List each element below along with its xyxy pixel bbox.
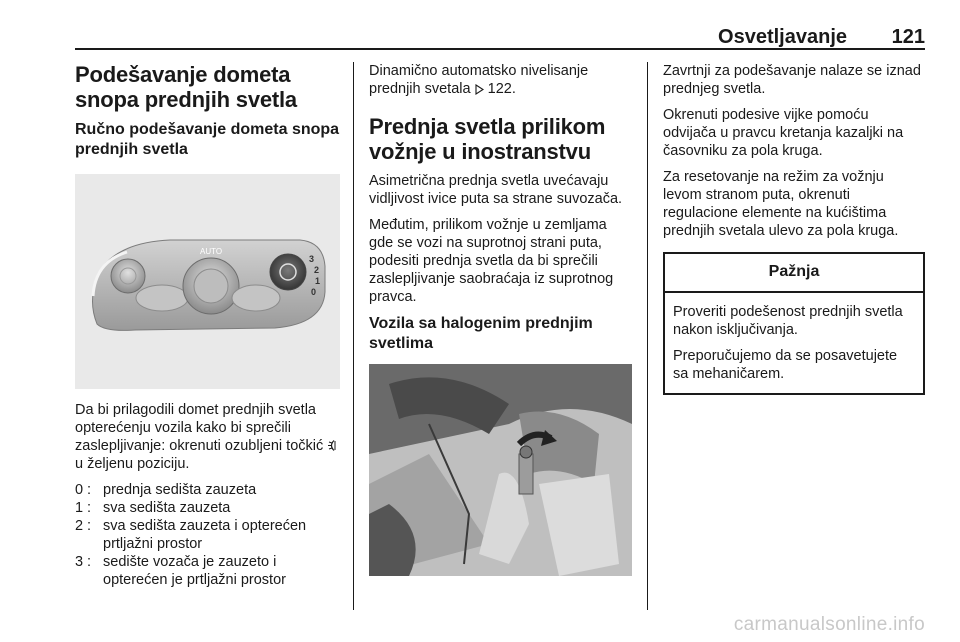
list-item: 1 : sva sedišta zauzeta [75,500,231,516]
reset-paragraph: Za resetovanje na režim za vožnju levom stranom puta, okrenuti regulacione elemente na kućištima prednjih svetala ulevo za pola kruga. [663,169,899,239]
headlamp-adjuster-photo-icon [369,364,632,576]
notice-body [665,293,923,393]
page-header [75,18,925,50]
headlight-range-control-panel-icon [75,174,340,389]
section-title-abroad: Prednja svetla prilikom vožnje u inostranstvu [369,114,606,164]
column-divider-2 [647,62,648,610]
intro-paragraph [369,62,632,98]
scale-label-2: 2 [314,265,320,275]
list-item: 0 : prednja sedišta zauzeta [75,482,257,498]
list-item-text: sva sedišta zauzeta [103,500,231,516]
column-1 [75,62,340,589]
column-3 [663,62,925,395]
scale-label-1: 1 [315,276,321,286]
header-rule [75,48,925,50]
column-divider-1 [353,62,354,610]
range-instructions-text: Da bi prilagodili domet prednjih svetla opterećenju vozila kako bi sprečili zaslepljivanje: okrenuti ozubljeni točkić [75,402,324,454]
intro-text: Dinamično automatsko nivelisanje prednjih svetala [369,63,589,97]
notice-title: Pažnja [665,254,923,293]
range-instructions-text-end: u željenu poziciju. [75,456,190,472]
headlight-range-figure [75,174,340,389]
chapter-title: Osvetljavanje [718,26,847,48]
list-item: 2 : sva sedišta zauzeta i opterećen prtljažni prostor [75,518,307,552]
list-item-number: 1 [75,500,84,516]
halogen-subtitle: Vozila sa halogenim prednjim svetlima [369,315,593,352]
scale-label-3: 3 [309,254,315,264]
list-item-number: 0 [75,482,84,498]
abroad-paragraph-2: Međutim, prilikom vožnje u zemljama gde se vozi na suprotnoj strani puta, podesiti prednja svetla da bi sprečili zaslepljivanje saobraćaja iz suprotnog pravca. [369,217,614,305]
notice-paragraph-1: Proveriti podešenost prednjih svetla nakon isključivanja. [673,304,903,338]
list-item-number: 2 [75,518,84,534]
list-item-text: prednja sedišta zauzeta [103,482,257,498]
page-reference-link[interactable]: 122. [487,81,516,97]
list-item-text: sva sedišta zauzeta i opterećen prtljažni prostor [103,518,307,552]
notice-box [663,252,925,395]
list-item-text: sedište vozača je zauzeto i opterećen je prtljažni prostor [103,554,286,588]
column-2 [369,62,632,576]
watermark: carmanualsonline.info [733,614,925,635]
abroad-paragraph-1: Asimetrična prednja svetla uvećavaju vidljivost ivice puta sa strane suvozača. [369,173,623,207]
section-title: Podešavanje dometa snopa prednjih svetla [75,62,297,112]
headlamp-adjuster-figure [369,364,632,576]
list-item-number: 3 [75,554,84,570]
figure-auto-label: AUTO [200,247,223,256]
scale-label-0: 0 [311,287,317,297]
page-reference-icon [475,84,484,95]
page-number: 121 [891,26,925,48]
load-positions-list [75,481,340,589]
section-subtitle: Ručno podešavanje dometa snopa prednjih svetla [75,121,340,158]
headlight-range-icon [327,439,339,452]
adjuster-turn-paragraph: Okrenuti podesive vijke pomoću odvijača u pravcu kretanja kazaljki na časovniku za pola kruga. [663,107,904,159]
list-item: 3 : sedište vozača je zauzeto i opterećen je prtljažni prostor [75,554,286,588]
adjuster-location-paragraph: Zavrtnji za podešavanje nalaze se iznad prednjeg svetla. [663,63,921,97]
notice-paragraph-2: Preporučujemo da se posavetujete sa mehaničarem. [673,348,898,382]
range-instructions [75,401,340,473]
